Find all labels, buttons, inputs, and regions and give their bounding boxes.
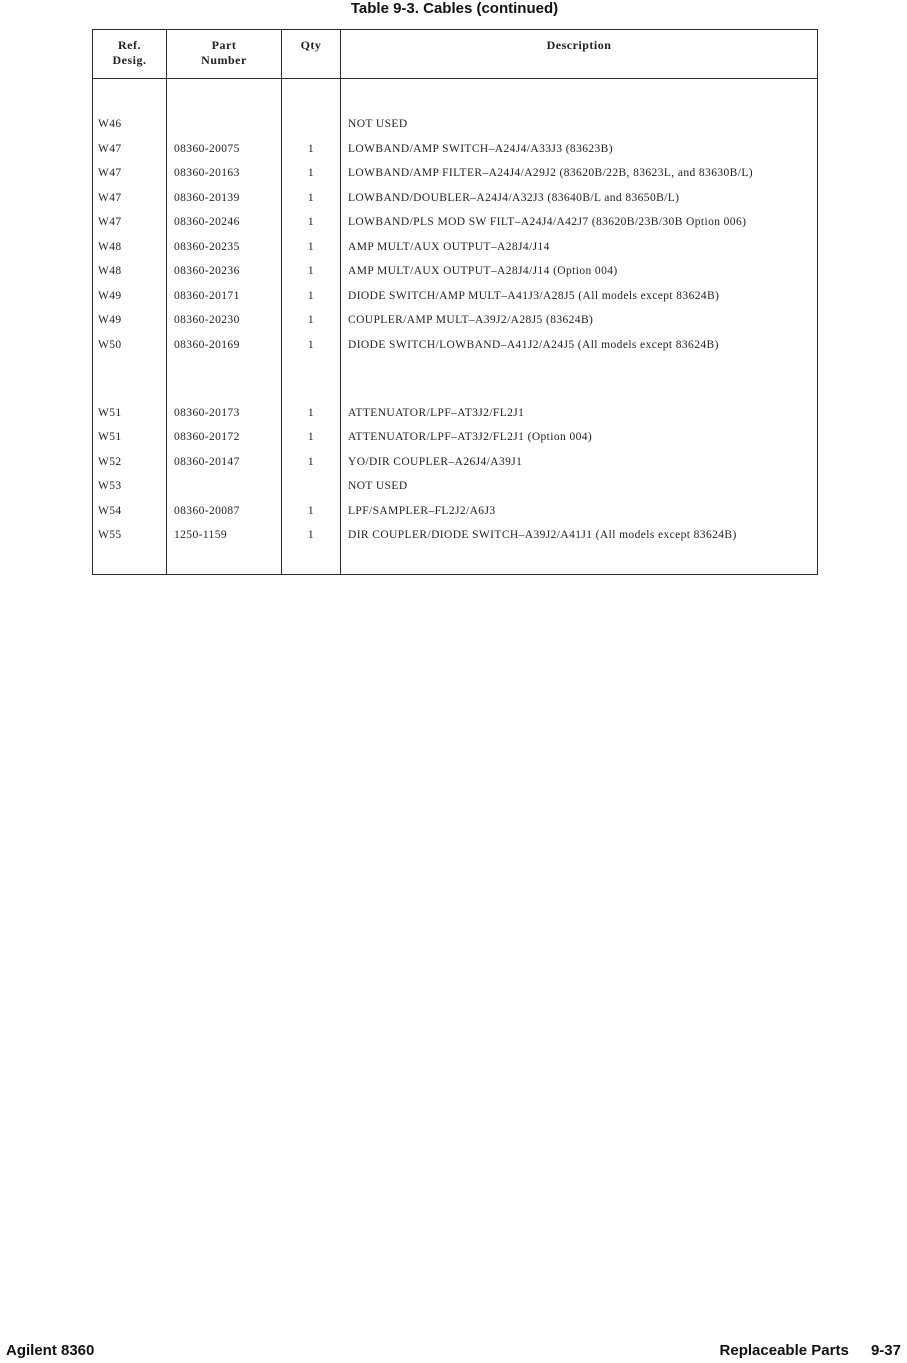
cell-part: 08360-20139 (167, 186, 282, 211)
table-row (93, 499, 818, 524)
cell-part: 08360-20075 (167, 137, 282, 162)
cell-qty: 1 (282, 333, 341, 401)
cell-ref: W48 (98, 265, 122, 277)
cell-desc: LOWBAND/AMP SWITCH–A24J4/A33J3 (83623B) (341, 137, 818, 162)
cell-ref: W49 (98, 289, 122, 302)
table-row (93, 524, 818, 575)
cell-qty: 1 (282, 211, 341, 236)
cell-desc: ATTENUATOR/LPF–AT3J2/FL2J1 (341, 401, 818, 426)
cell-ref: W52 (98, 455, 122, 468)
table-row (93, 333, 818, 401)
cell-ref: W55 (98, 529, 122, 541)
cell-qty: 1 (282, 499, 341, 524)
cell-ref: W51 (98, 431, 122, 443)
table-row (93, 309, 818, 334)
column-header-line: Description (546, 38, 612, 52)
cell-qty: 1 (282, 524, 341, 575)
table-row (93, 137, 818, 162)
cell-qty: 1 (282, 162, 341, 187)
column-header-description (341, 30, 818, 79)
cell-ref: W46 (98, 118, 122, 130)
cell-qty: 1 (282, 284, 341, 309)
table-header (93, 30, 818, 79)
cell-desc: ATTENUATOR/LPF–AT3J2/FL2J1 (Option 004) (341, 426, 818, 451)
cell-part: 08360-20147 (167, 450, 282, 475)
table-row (93, 260, 818, 285)
cell-part (167, 79, 282, 138)
cell-ref: W49 (98, 314, 122, 326)
table-row (93, 235, 818, 260)
cell-ref: W53 (98, 480, 122, 492)
cell-qty (282, 79, 341, 138)
cables-table (92, 29, 818, 575)
cell-part: 1250-1159 (167, 524, 282, 575)
table-row (93, 401, 818, 426)
cell-ref: W50 (98, 338, 122, 351)
column-header-line: Number (201, 53, 247, 67)
cell-ref: W47 (98, 142, 122, 155)
cell-part: 08360-20163 (167, 162, 282, 187)
footer-product-label: Agilent 8360 (6, 1342, 95, 1359)
cell-desc: COUPLER/AMP MULT–A39J2/A28J5 (83624B) (341, 309, 818, 334)
cell-ref: W48 (98, 240, 122, 253)
column-header-line: Part (211, 38, 237, 52)
table-body (93, 79, 818, 575)
page-title: Table 9-3. Cables (continued) (350, 0, 559, 17)
table-row (93, 284, 818, 309)
column-header-part-number (167, 30, 282, 79)
footer-section-name: Replaceable Parts (719, 1342, 849, 1359)
cell-desc: DIODE SWITCH/LOWBAND–A41J2/A24J5 (All models except 83624B) (341, 333, 818, 401)
footer-section-label (720, 1342, 901, 1359)
column-header-line: Qty (300, 38, 322, 52)
footer-page-number: 9-37 (870, 1342, 901, 1359)
cell-part (167, 475, 282, 500)
cell-ref: W47 (98, 191, 122, 204)
cell-desc: DIR COUPLER/DIODE SWITCH–A39J2/A41J1 (All models except 83624B) (341, 524, 818, 575)
cell-ref: W47 (98, 216, 122, 228)
table-row (93, 450, 818, 475)
cell-desc: DIODE SWITCH/AMP MULT–A41J3/A28J5 (All models except 83624B) (341, 284, 818, 309)
cell-desc: AMP MULT/AUX OUTPUT–A28J4/J14 (341, 235, 818, 260)
cell-desc: NOT USED (341, 79, 818, 138)
cell-desc: LOWBAND/DOUBLER–A24J4/A32J3 (83640B/L and 83650B/L) (341, 186, 818, 211)
cell-qty: 1 (282, 309, 341, 334)
cell-part: 08360-20173 (167, 401, 282, 426)
column-header-qty (282, 30, 341, 79)
cell-desc: LOWBAND/PLS MOD SW FILT–A24J4/A42J7 (83620B/23B/30B Option 006) (341, 211, 818, 236)
table-row (93, 162, 818, 187)
cell-qty: 1 (282, 401, 341, 426)
cell-desc: AMP MULT/AUX OUTPUT–A28J4/J14 (Option 004) (341, 260, 818, 285)
column-header-line: Desig. (112, 53, 147, 67)
table-row (93, 426, 818, 451)
cell-qty: 1 (282, 186, 341, 211)
cell-qty: 1 (282, 426, 341, 451)
table-row (93, 211, 818, 236)
cell-qty: 1 (282, 260, 341, 285)
cell-desc: LOWBAND/AMP FILTER–A24J4/A29J2 (83620B/22B, 83623L, and 83630B/L) (341, 162, 818, 187)
cell-qty: 1 (282, 235, 341, 260)
cell-qty: 1 (282, 137, 341, 162)
cell-qty (282, 475, 341, 500)
table-row (93, 186, 818, 211)
cell-part: 08360-20169 (167, 333, 282, 401)
column-header-line: Ref. (118, 38, 141, 52)
cell-ref: W47 (98, 167, 122, 179)
table-row (93, 79, 818, 138)
cell-part: 08360-20230 (167, 309, 282, 334)
cell-part: 08360-20171 (167, 284, 282, 309)
table-row (93, 475, 818, 500)
cell-ref: W54 (98, 504, 122, 517)
cell-ref: W51 (98, 406, 122, 419)
cell-part: 08360-20087 (167, 499, 282, 524)
cell-desc: NOT USED (341, 475, 818, 500)
cell-desc: YO/DIR COUPLER–A26J4/A39J1 (341, 450, 818, 475)
cell-part: 08360-20246 (167, 211, 282, 236)
cell-part: 08360-20236 (167, 260, 282, 285)
cell-qty: 1 (282, 450, 341, 475)
cell-part: 08360-20235 (167, 235, 282, 260)
page-footer (0, 1342, 907, 1359)
column-header-ref-desig (93, 30, 167, 79)
cell-desc: LPF/SAMPLER–FL2J2/A6J3 (341, 499, 818, 524)
cell-part: 08360-20172 (167, 426, 282, 451)
